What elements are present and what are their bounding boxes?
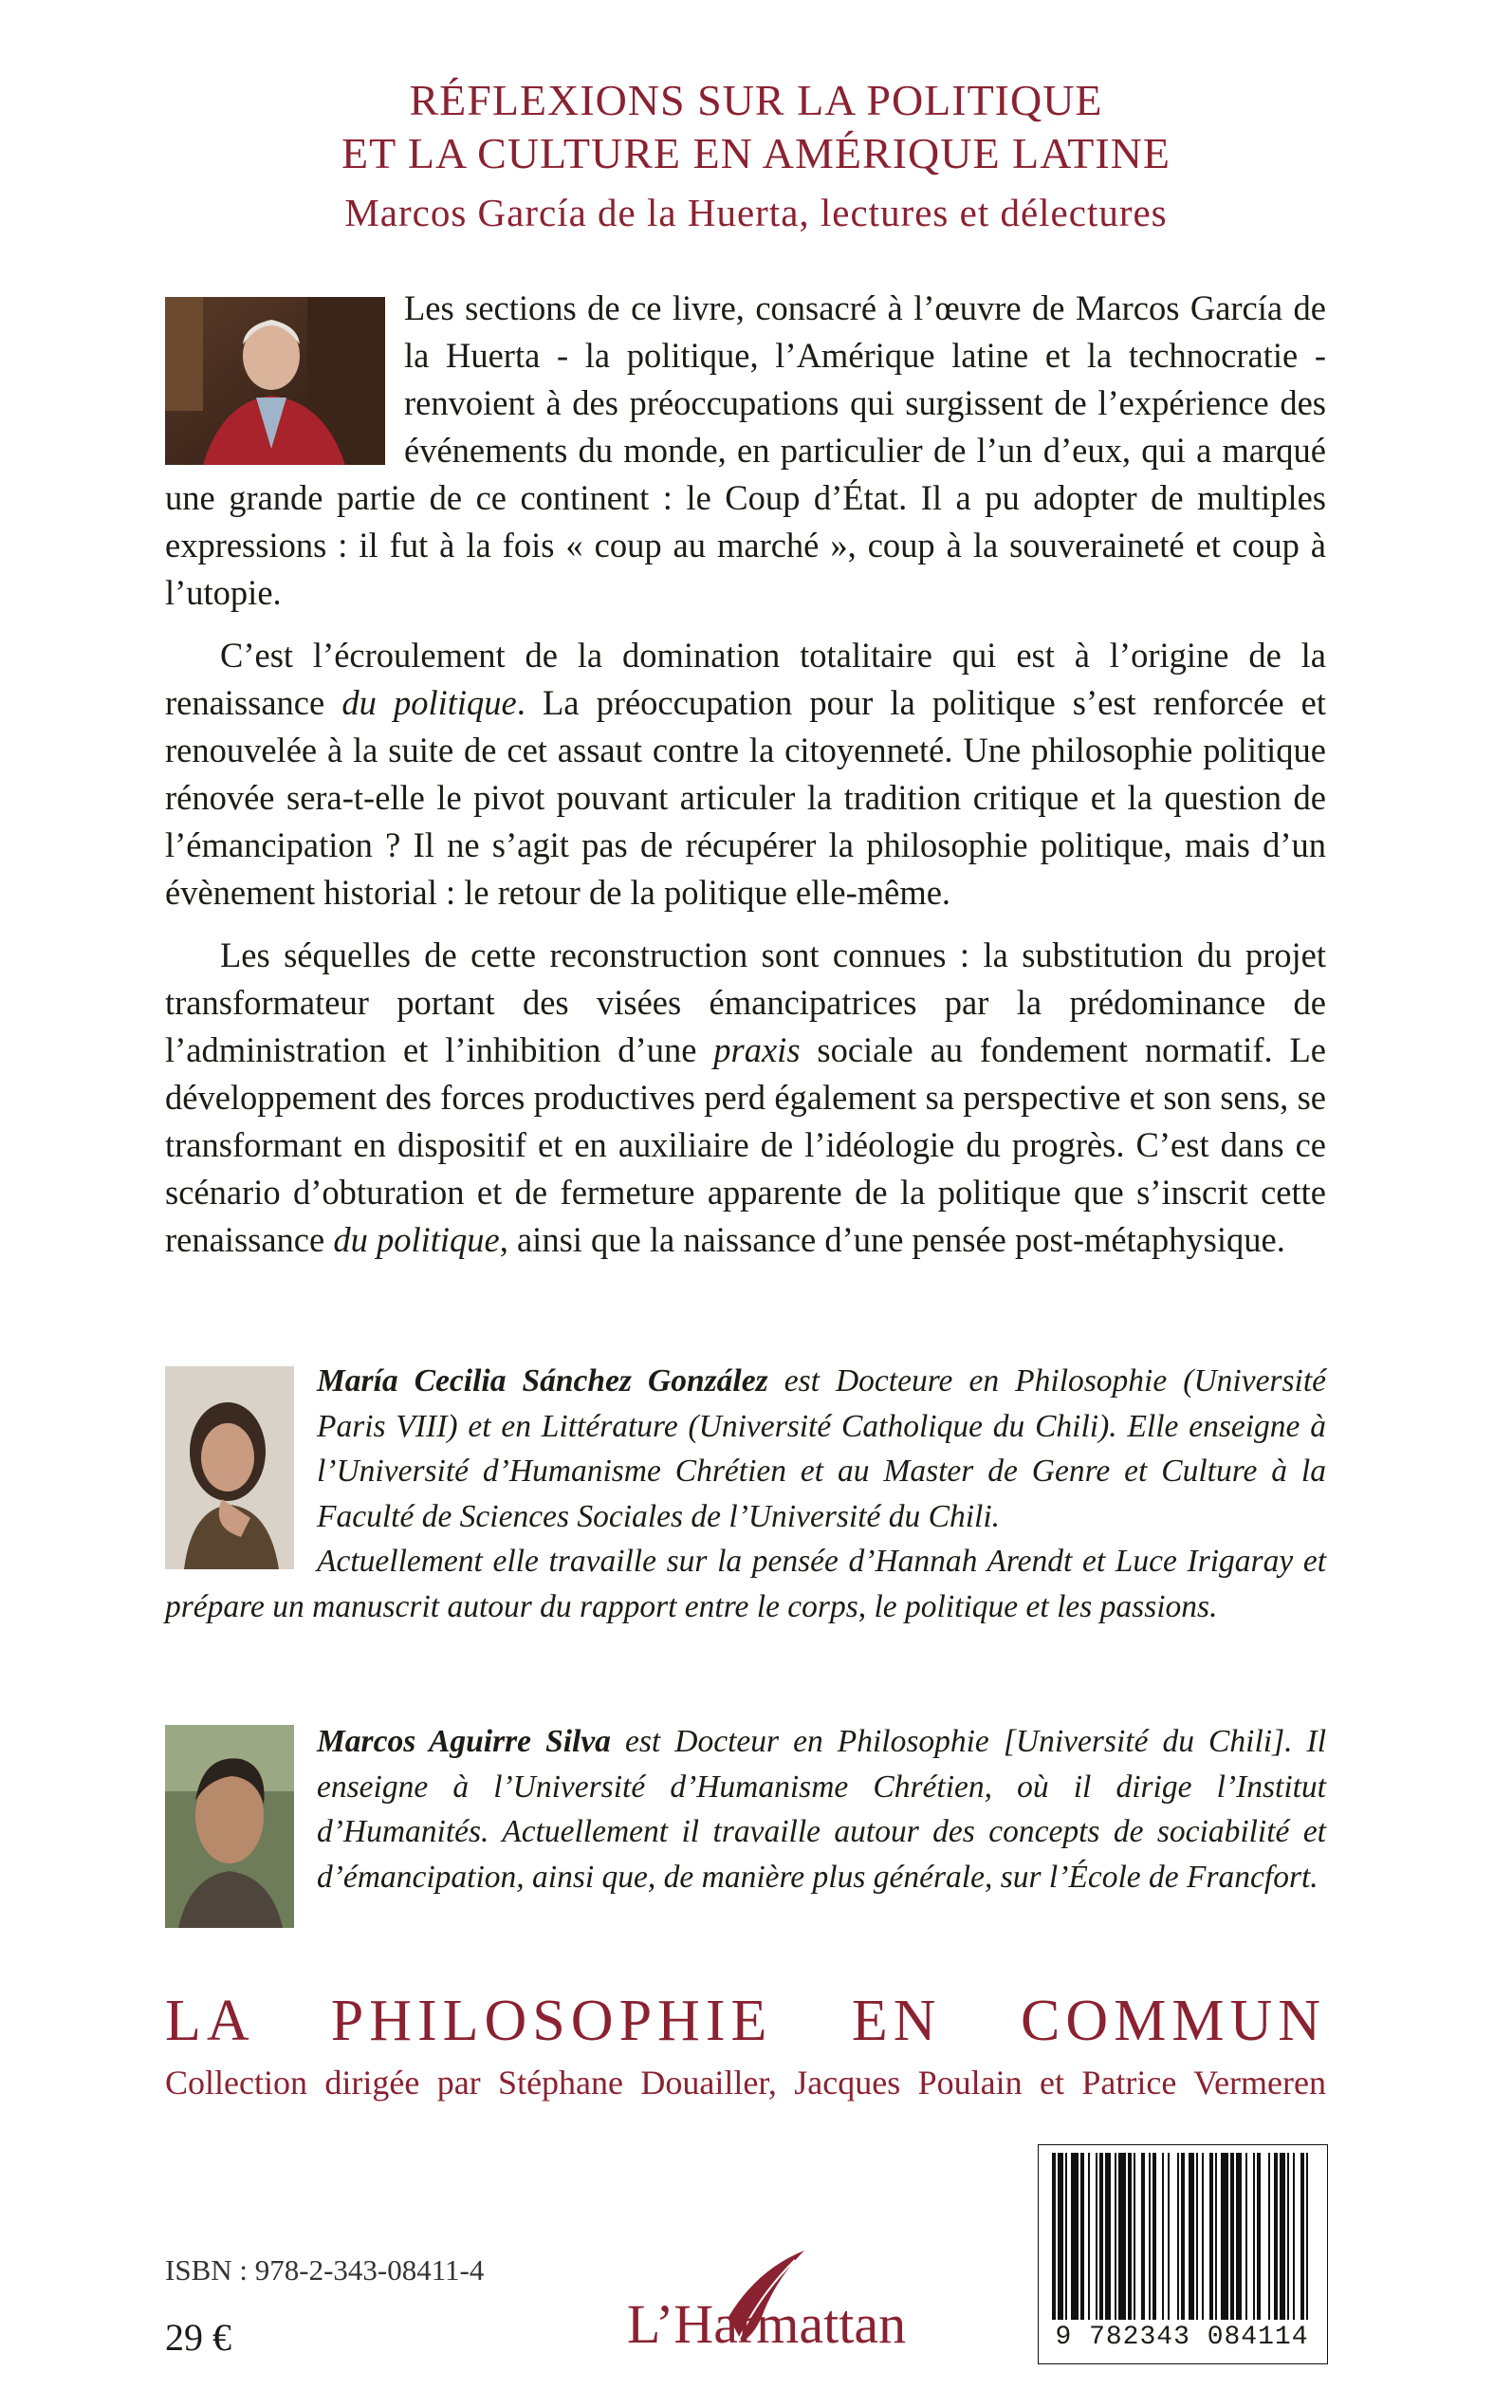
barcode-bar [1221,2153,1228,2320]
barcode-bar [1257,2153,1261,2320]
barcode-digits: 9 782343 084114 [1040,2323,1324,2352]
barcode-bar [1253,2153,1255,2320]
barcode-bar [1149,2153,1151,2320]
barcode-bar [1118,2153,1126,2320]
barcode-bar [1177,2153,1179,2320]
book-title-line1: RÉFLEXIONS SUR LA POLITIQUE [409,76,1103,124]
barcode-bar [1274,2153,1278,2320]
portrait-float-spacer [165,285,404,471]
barcode-bar [1058,2153,1063,2320]
barcode-bar [1300,2153,1304,2320]
paragraph-3-text-a: Les séquelles de cette reconstruction sont connues : la substitution du projet transformateur portant des visées émancipatrices par la prédominance de l’administration et l’inhibition d’une [165,935,1326,1069]
author-bio-text-1: est Docteure en Philosophie (Université Paris VIII) et en Littérature (Université Catholique du Chili). Elle enseigne à l’Université d’Humanisme Chrétien et au Master de Genre et Culture à la Faculté de Sciences Sociales de l’Université du Chili. [317,1363,1326,1534]
barcode-bar [1071,2153,1079,2320]
barcode-bar [1215,2153,1217,2320]
barcode-bar [1128,2153,1132,2320]
barcode-bar [1196,2153,1198,2320]
barcode-bars [1039,2145,1327,2325]
barcode-bar [1280,2153,1285,2320]
barcode-bar [1293,2153,1295,2320]
barcode-bar [1189,2153,1194,2320]
barcode-bar [1088,2153,1090,2320]
barcode-bar [1162,2153,1164,2320]
collection-directors: Collection dirigée par Stéphane Douailler, Jacques Poulain et Patrice Vermeren [165,2064,1326,2102]
barcode-bar [1209,2153,1213,2320]
barcode-bar [1268,2153,1270,2320]
barcode-bar [1099,2153,1103,2320]
author-photo-spacer [165,1719,317,1928]
collection-title: LA PHILOSOPHIE EN COMMUN [165,1989,1326,2053]
barcode-bar [1152,2153,1156,2320]
paragraph-2-text-a: C’est l’écroulement de la domination totalitaire qui est à l’origine de la renaissance [165,636,1326,722]
barcode-bar [1141,2153,1145,2320]
barcode-bar [1236,2153,1242,2320]
barcode-bar [1245,2153,1247,2320]
barcode-bar [1096,2153,1097,2320]
author-bio-1 [165,1359,1326,1629]
barcode-bar [1306,2153,1308,2320]
barcode-bar [1052,2153,1056,2320]
book-title-line2: ET LA CULTURE EN AMÉRIQUE LATINE [341,129,1171,177]
paragraph-3 [165,932,1326,1264]
barcode-bar [1287,2153,1289,2320]
paragraph-1: Les sections de ce livre, consacré à l’œuvre de Marcos García de la Huerta - la politique, l’Amérique latine et la technocratie - renvoient à des préoccupations qui surgissent de l’expérience des événements du monde, en particulier de l’un d’eux, qui a marqué une grande partie de ce continent : le Coup d’État. Il a pu adopter de multiples expressions : il fut à la fois « coup au marché », coup à la souveraineté et coup à l’utopie. [165,288,1326,612]
paragraph-3-text-c: , ainsi que la naissance d’une pensée post-métaphysique. [499,1220,1285,1259]
author-bio-2 [165,1719,1326,1928]
author-bio-extra-1: Actuellement elle travaille sur la pensée d’Hannah Arendt et Luce Irigaray et prépare un manuscrit autour du rapport entre le corps, le politique et les passions. [165,1544,1326,1624]
barcode-bar [1080,2153,1084,2320]
paragraph-3-emphasis-2: du politique [333,1220,500,1259]
paragraph-2-text-b: . La préoccupation pour la politique s’est renforcée et renouvelée à la suite de cet assaut contre la citoyenneté. Une philosophie politique rénovée sera-t-elle le pivot pouvant articuler la tradition critique et la question de l’émancipation ? Il ne s’agit pas de récupérer la philosophie politique, mais d’un évènement historial : le retour de la politique elle-même. [165,683,1327,912]
barcode-bar [1105,2153,1111,2320]
paragraph-3-text-b: sociale au fondement normatif. Le développement des forces productives perd également sa perspective et son sens, se transformant en dispositif et en auxiliaire de l’idéologie du progrès. C’est dans ce scénario d’obturation et de fermeture apparente de la politique que s’inscrit cette renaissance [165,1030,1326,1259]
barcode-bar [1168,2153,1170,2320]
barcode-bar [1181,2153,1185,2320]
barcode-bar [1065,2153,1067,2320]
author-name-2: Marcos Aguirre Silva [317,1724,611,1759]
author-name-1: María Cecilia Sánchez González [317,1363,768,1398]
paragraph-2 [165,632,1326,917]
author-photo-spacer [165,1359,317,1581]
paragraph-2-emphasis: du politique [341,683,517,722]
book-subtitle: Marcos García de la Huerta, lectures et délectures [344,191,1168,234]
paragraph-3-emphasis-1: praxis [713,1030,801,1069]
body-text [165,285,1326,1264]
publisher-logo [567,2251,966,2355]
author-bio-text-2: est Docteur en Philosophie [Université du Chili]. Il enseigne à l’Université d’Humanisme Chrétien, où il dirige l’Institut d’Humanités. Actuellement il travaille autour des concepts de sociabilité et d’émancipation, ainsi que, de manière plus générale, sur l’École de Francfort. [317,1724,1326,1895]
price: 29 € [165,2316,231,2359]
barcode-bar [1202,2153,1204,2320]
barcode-bar [1134,2153,1135,2320]
barcode-bar [1230,2153,1234,2320]
barcode-bar [1115,2153,1116,2320]
isbn: ISBN : 978-2-343-08411-4 [165,2253,485,2287]
book-title [0,74,1512,180]
publisher-name: L’Harmattan [626,2293,907,2355]
